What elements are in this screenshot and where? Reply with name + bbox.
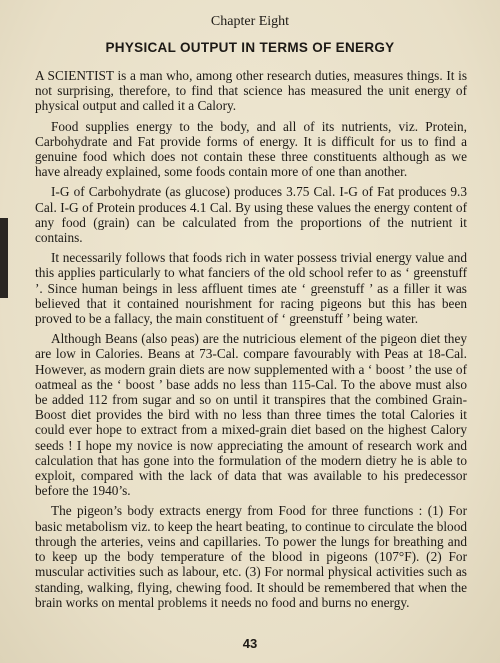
- chapter-label: Chapter Eight: [210, 14, 290, 29]
- paragraph-2: Food supplies energy to the body, and all of its nutrients, viz. Protein, Carbohydrate and Fat provide forms of energy. It is difficult for us to find a genuine food which does not contain these three constituents although as we have already explained, some foods contain more of one than another.: [35, 118, 467, 180]
- paragraph-5: Although Beans (also peas) are the nutricious element of the pigeon diet they are low in Calories. Beans at 73-Cal. compare favourably with Peas at 18-Cal. However, as modern grain diets are now supplemented with a ‘ boost ’ the use of oatmeal as the ‘ boost ’ base adds no less than 115-Cal. To the above must also be added 112 from sugar and so on until it transpires that the combined Grain-Boost diet provides the bird with no less than three times the total Calories it could ever hope to extract from a mixed-grain diet based on the highest Calory seeds ! I hope my novice is now appreciating the amount of research work and calculation that has gone into the formulation of the modern dietry he is able to exploit, compared with the lack of data that was available to his predecessor before the 1940’s.: [35, 331, 467, 499]
- paragraph-3: I-G of Carbohydrate (as glucose) produces 3.75 Cal. I-G of Fat produces 9.3 Cal. I-G of Protein produces 4.1 Cal. By using these values the energy content of any food (grain) can be calculated from the proportions of the nutrient it contains.: [35, 184, 467, 246]
- page-edge-mark: [0, 218, 8, 298]
- page-number: 43: [242, 636, 258, 651]
- paragraph-1: A SCIENTIST is a man who, among other research duties, measures things. It is not surprising, therefore, to find that science has measured the unit energy of physical output and called it a Calory.: [35, 68, 467, 114]
- body-text: [35, 68, 467, 615]
- chapter-title: PHYSICAL OUTPUT IN TERMS OF ENERGY: [105, 40, 395, 55]
- paragraph-6: The pigeon’s body extracts energy from Food for three functions : (1) For basic metabolism viz. to keep the heart beating, to continue to circulate the blood through the arteries, veins and capillaries. To power the lungs for breathing and to keep up the body temperature of the blood in pigeons (107°F). (2) For muscular activities such as labour, etc. (3) For normal physical activities such as standing, walking, flying, chewing food. It should be remembered that when the brain works on mental problems it needs no food and burns no energy.: [35, 503, 467, 610]
- paragraph-4: It necessarily follows that foods rich in water possess trivial energy value and this applies particularly to what fanciers of the old school refer to as ‘ greenstuff ’. Since human beings in less affluent times ate ‘ greenstuff ’ as a filler it was believed that it contained nourishment for racing pigeons but this has been proved to be a fallacy, the main constituent of ‘ greenstuff ’ being water.: [35, 250, 467, 327]
